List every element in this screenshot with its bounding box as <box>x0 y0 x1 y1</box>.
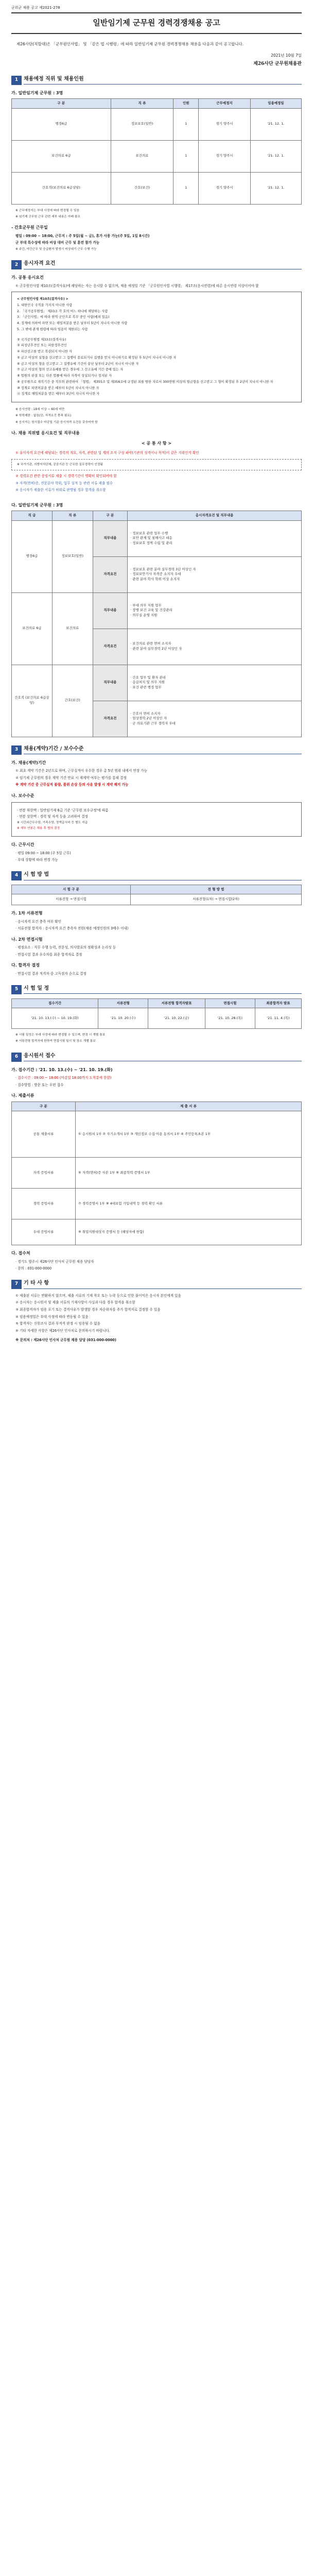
requirements-table <box>11 511 302 737</box>
subsection-heading: - 간호군무원 근무일 <box>11 225 48 230</box>
tip-item: ① 유사자격 요건에 해당되는 경력의 개요, 자격, 관련된 업 계의 조직 구성 파악(기관의 성격이나 목적)이 같은 지위인지 확인 <box>15 451 199 455</box>
table-header: 구 분 <box>93 511 128 520</box>
text-line: ※ 시간외근무수당, 가족수당, 정액급식비 등 별도 지급 <box>17 821 88 824</box>
text-line: · 서류전형 합격자 : 응시자격 요건 충족자 전원(채용 예정인원의 3배수 이내) <box>15 926 129 931</box>
subsection-heading: 다. 일반임기제 군무원 : 3명 <box>11 502 63 507</box>
tip-note: ※ 국가기관, 지방자치단체, 공공기관 등 근무한 실무경력이 인정됨 <box>11 459 302 470</box>
list-item: ④ 임용예정일은 부대 사정에 따라 변동될 수 있음 <box>15 1314 89 1319</box>
section-title: 시 험 일 정 <box>24 985 302 994</box>
subsection-heading: 가. 공통 응시요건 <box>11 275 44 280</box>
text-line: · 면접시험 결과 적격자 중 고득점자 순으로 결정 <box>15 972 86 976</box>
list-item: ② 국가공무원법 제33조(결격사유) <box>17 337 66 342</box>
table-header: 임용예정일 <box>250 99 301 108</box>
box-title: < 군무원인사법 제10조(결격사유) > <box>17 297 68 301</box>
section-title: 채용(계약)기간 / 보수수준 <box>24 745 302 755</box>
table-header: 접수기간 <box>12 998 98 1008</box>
text-line: ② 임기제 군무원의 경우 계약 기간 만료 시 재계약 여부는 평가를 통해 결정 <box>15 775 127 780</box>
subsection-heading: 가. 채용(계약)기간 <box>11 760 46 765</box>
text-line: · 연봉 하한액 : 일반임기제 6급 기준 '군무원 보수규정'에 따름 <box>17 808 109 812</box>
section-1-header <box>11 76 302 85</box>
section-number: 7 <box>11 1280 22 1289</box>
tip-item: ② 경력요건 관련 증빙서류 제출 시 경력기간이 명확히 확인되어야 함 <box>15 474 117 479</box>
disqualification-box <box>11 292 302 402</box>
list-item: ⑩ 징계로 파면처분을 받은 때부터 5년이 지나지 아니한 자 <box>17 386 99 390</box>
text-line: · 면접시험 결과 우수자를 최종 합격자로 결정 <box>15 952 82 957</box>
list-item: ⑤ 합격자는 신원조사 결과 부적격 판정 시 임용될 수 없음 <box>15 1321 100 1326</box>
list-item: ① 제출된 서류는 반환하지 않으며, 제출 서류의 기재 착오 또는 누락 등으로 인한 불이익은 응시자 본인에게 있음 <box>15 1293 181 1298</box>
common-tips-heading: < 공 통 사 항 > <box>141 440 172 446</box>
text-line: · 부대 상황에 따라 변경 가능 <box>15 858 58 862</box>
documents-table <box>11 1101 302 1245</box>
box-line: 3. 「군인사법」에 따라 현역 군인으로 복무 중인 사람(예외 있음) <box>17 315 110 319</box>
table-row: 행정6급 정보보호(일반) 1 경기 양주시 '21. 12. 1. <box>12 108 302 140</box>
subsection-heading: 나. 제출서류 <box>11 1093 34 1098</box>
section-title: 기 타 사 항 <box>24 1280 302 1289</box>
table-row: 우대 증빙서류 ⑨ 취업지원대상자 증명서 등 (해당자에 한함) <box>12 1219 302 1245</box>
subsection-heading: 가. 1차 서류전형 <box>11 911 43 916</box>
table-header: 응시자격요건 및 직무내용 <box>128 511 302 520</box>
table-row: 경력 증빙서류 ⑦ 경력증명서 1부 ⑧ 4대보험 가입내역 등 경력 확인 서류 <box>12 1189 302 1219</box>
note: ※ 응시자는 원서접수 마감일 기준 응시자격 요건을 갖추어야 함 <box>15 420 98 424</box>
section-title: 시 험 방 법 <box>24 871 302 880</box>
list-item: ⑦ 금고 이상의 형의 선고유예를 받은 경우에 그 선고유예 기간 중에 있는 자 <box>17 368 124 372</box>
text-line: · 경기도 양주시 제26사단 인사처 군무원 채용 담당자 <box>15 1259 94 1264</box>
table-header: 구 분 <box>12 99 111 108</box>
text-line: · 접수시간 : 09:00 ~ 18:00 (마감일 18:00까지 도착분에 한함) <box>15 1076 112 1080</box>
work-line: ※ 주간, 야간근무 및 응급환자 발생시 비상대기 근무 수행 가능 <box>15 247 97 251</box>
box-line: 5. 그 밖에 관계 법령에 따라 임용이 제한되는 사람 <box>17 327 88 331</box>
contact-line: ※ 문의처 : 제26사단 인사처 군무원 채용 담당 (031-000-0000) <box>15 1338 116 1343</box>
list-item: ⑤ 금고 이상의 실형을 선고받고 그 집행이 종료되거나 집행을 받지 아니하기로 확정된 후 5년이 지나지 아니한 자 <box>17 355 177 360</box>
text-line: ※ 세부 연봉은 채용 후 협의 결정 <box>17 826 60 830</box>
work-line: 군 부대 특수성에 따라 비상 대비 근무 및 훈련 참가 가능 <box>15 241 100 245</box>
table-row: 자격요건 · 보건의료 관련 면허 소지자 · 관련 분야 실무경력 2년 이상인 자 <box>12 629 302 665</box>
page-title: 일반임기제 군무원 경력경쟁채용 공고 <box>11 12 302 34</box>
list-item: ⑪ 징계로 해임처분을 받은 때부터 3년이 지나지 아니한 자 <box>17 392 100 396</box>
exam-method-table <box>11 885 302 905</box>
table-row: 자격 증빙서류 ⑤ 자격(면허)증 사본 1부 ⑥ 최종학력 증명서 1부 <box>12 1158 302 1189</box>
section-title: 채용예정 직위 및 채용인원 <box>24 76 302 85</box>
table-header: 직 류 <box>52 511 93 520</box>
subsection-heading: 가. 일반임기제 군무원 : 3명 <box>11 90 63 95</box>
text-line: · 연봉 상한액 : 경력 및 자격 등을 고려하여 결정 <box>17 815 88 819</box>
notice-org: 제26사단 군무원채용관 <box>253 61 302 66</box>
section-5-header <box>11 985 302 994</box>
section-3-header <box>11 745 302 755</box>
section-title: 응시자격 요건 <box>24 260 302 269</box>
box-line: 4. 징계에 의하여 파면 또는 해임처분을 받은 날부터 5년이 지나지 아니한 사람 <box>17 321 128 326</box>
note: ※ 임기제 군무원 근무 관련 세부 내용은 아래 참조 <box>15 215 80 218</box>
list-item: ② 응시자는 응시원서 및 제출 서류의 기재사항이 사실과 다를 경우 합격을 취소함 <box>15 1300 135 1305</box>
table-header: 최종합격자 발표 <box>255 998 301 1008</box>
section-6-header <box>11 1053 302 1062</box>
note: ※ 시험 일정은 부대 사정에 따라 변경될 수 있으며, 변경 시 개별 통보 <box>15 1033 106 1037</box>
section-number: 6 <box>11 1053 22 1062</box>
table-row: 공통 제출서류 ① 응시원서 1부 ② 자기소개서 1부 ③ 개인정보 수집·이용 동의서 1부 ④ 주민등록초본 1부 <box>12 1111 302 1158</box>
list-item: ⑧ 법원의 판결 또는 다른 법률에 따라 자격이 상실되거나 정지된 자 <box>17 374 112 378</box>
subsection-heading: 나. 채용 직위별 응시요건 및 직무내용 <box>11 430 80 435</box>
table-row: 간호직 (보건의료 6급상당) 간호(보건) 직무내용 · 간호 업무 및 환자 관리 · 응급처치 및 의무 지원 · 보건 관련 행정 업무 <box>12 665 302 701</box>
salary-box <box>11 802 302 837</box>
table-header: 서류전형 <box>98 998 148 1008</box>
section-number: 5 <box>11 985 22 994</box>
table-header: 제 출 서 류 <box>75 1101 301 1111</box>
table-row: 행정6급 정보보호(일반) 직무내용 · 정보보호 관련 업무 수행 · 보안 관제 및 침해사고 대응 · 정보보호 정책 수립 및 관리 <box>12 520 302 556</box>
table-header: 전 형 방 법 <box>130 885 301 894</box>
note: ※ 근무예정지는 부대 사정에 따라 변경될 수 있음 <box>15 209 80 212</box>
subsection-heading: 다. 접수처 <box>11 1251 30 1256</box>
subsection-heading: 나. 보수수준 <box>11 793 34 798</box>
notice-number: 군위군 채용 공고 제2021-278 <box>11 6 60 10</box>
section-number: 3 <box>11 745 22 755</box>
subsection-heading: 다. 합격자 결정 <box>11 963 40 968</box>
list-item: ⑨ 공무원으로 재직기간 중 직무와 관련하여 「형법」 제355조 및 제356조에 규정된 죄를 범한 자로서 300만원 이상의 벌금형을 선고받고 그 형이 확정된 후 2년이 지나지 아니한 자 <box>17 380 273 384</box>
schedule-table <box>11 998 302 1029</box>
table-header: 인원 <box>173 99 199 108</box>
table-header: 직 류 <box>111 99 173 108</box>
subsection-heading: 가. 접수기간 : '21. 10. 13.(수) ~ '21. 10. 19.(화) <box>11 1067 113 1072</box>
text-line: ※ 계약 기간 중 근무실적 불량, 품위 손상 등의 사유 발생 시 계약 해지 가능 <box>15 783 129 787</box>
table-header: 서류전형 합격자발표 <box>148 998 205 1008</box>
text-line: · 문의 : 031-000-0000 <box>15 1266 52 1271</box>
table-header: 면접시험 <box>205 998 255 1008</box>
note: ※ 학력제한 : 없음(단, 자격요건 충족 필요) <box>15 414 72 418</box>
list-item: ③ 최종합격자가 임용 포기 또는 결격사유가 발생할 경우 차순위자를 추가 합격자로 결정할 수 있음 <box>15 1307 161 1312</box>
table-row: 보건의료 6급 보건의료 1 경기 양주시 '21. 12. 1. <box>12 140 302 172</box>
tip-item: ④ 응시자가 제출한 서류가 허위로 판명될 경우 합격을 취소함 <box>15 488 106 493</box>
text-line: · 평정요소 : 직무 수행 능력, 전문성, 의사발표의 정확성과 논리성 등 <box>15 945 116 950</box>
table-row: '21. 10. 13.(수) ~ 10. 19.(화) '21. 10. 20.(수) '21. 10. 22.(금) '21. 10. 28.(목) '21. 11. 4.(목) <box>12 1008 302 1028</box>
table-row: 보건의료 6급 보건의료 직무내용 · 부대 의무 지원 업무 · 장병 보건 교육 및 건강관리 · 의무실 운영 지원 <box>12 592 302 629</box>
list-item: ③ 피성년후견인 또는 피한정후견인 <box>17 344 67 348</box>
section-number: 1 <box>11 76 22 85</box>
box-line: 2. 「국가공무원법」 제33조 각 호의 어느 하나에 해당하는 사람 <box>17 309 108 313</box>
section-2-header <box>11 260 302 269</box>
text-line: · 평일 09:00 ~ 18:00 (주 5일 근무) <box>15 851 71 855</box>
table-header: 시 험 구 분 <box>12 885 131 894</box>
table-row: 간호직(보건의료 6급상당) 간호(보건) 1 경기 양주시 '21. 12. 1. <box>12 172 302 204</box>
section-title: 응시원서 접수 <box>24 1053 302 1062</box>
table-row: 자격요건 · 간호사 면허 소지자 · 임상경력 2년 이상인 자 · 군 의료기관 근무 경력자 우대 <box>12 701 302 737</box>
section-number: 4 <box>11 871 22 880</box>
table-header: 구 분 <box>12 1101 76 1111</box>
section-4-header <box>11 871 302 880</box>
table-header: 직 급 <box>12 511 53 520</box>
work-line: 평일 : 09:00 ~ 18:00, 근무지 : 주 5일(월 ~ 금), 휴가 사용 가능(주 5일, 1일 8시간) <box>15 233 150 238</box>
list-item: ④ 파산선고를 받고 복권되지 아니한 자 <box>17 350 72 354</box>
section-number: 2 <box>11 260 22 269</box>
text-line: ① 최초 계약 기간은 2년으로 하며, 근무실적이 우수한 경우 총 5년 범위 내에서 연장 가능 <box>15 769 147 773</box>
intro-text: 제26사단(직할대)은 「군무원인사법」 및 「같은 법 시행령」에 따라 일반임기제 군무원 경력경쟁채용 채용을 다음과 같이 공고합니다. <box>16 41 244 46</box>
text-line: · 응시자격 요건 충족 여부 확인 <box>15 919 62 924</box>
table-row: 자격요건 · 정보보호 관련 분야 실무경력 3년 이상인 자 · 정보보안기사 자격증 소지자 우대 · 관련 분야 학사 학위 이상 소지자 <box>12 556 302 592</box>
subsection-heading: 다. 근무시간 <box>11 842 34 848</box>
table-header: 근무예정지 <box>199 99 251 108</box>
section-7-header <box>11 1280 302 1289</box>
box-line: 1. 대한민국 국적을 가지지 아니한 사람 <box>17 303 73 307</box>
tip-item: ③ 자격(면허)증, 전문분야 학위, 업무 실적 등 관련 서류 제출 필수 <box>15 481 113 485</box>
notice-date: 2021년 10월 7일 <box>271 53 302 58</box>
subsection-heading: 나. 2차 면접시험 <box>11 937 43 942</box>
table-row: 서류전형 → 면접시험 서류전형(1차) → 면접시험(2차) <box>12 894 302 905</box>
note: ※ 서류전형 합격자에 한하여 면접시험 일시 및 장소 개별 통보 <box>15 1040 96 1043</box>
note: ※ 응시연령 : 18세 이상 ~ 60세 미만 <box>15 408 65 412</box>
positions-table <box>11 98 302 204</box>
text-line: · 접수방법 : 방문 또는 우편 접수 <box>15 1082 64 1087</box>
list-item: ⑥ 기타 자세한 사항은 제26사단 인사처로 문의하시기 바랍니다. <box>15 1328 110 1333</box>
list-item: ⑥ 금고 이상의 형을 선고받고 그 집행유예 기간이 끝난 날부터 2년이 지나지 아니한 자 <box>17 362 139 366</box>
list-item: ① 군무원인사법 제10조(결격사유)에 해당하는 자는 응시할 수 없으며, 채용 예정일 기준 「군무원인사법 시행령」 제17조(응시연령)에 따른 응시연령 이상이어야 함 <box>15 283 259 288</box>
